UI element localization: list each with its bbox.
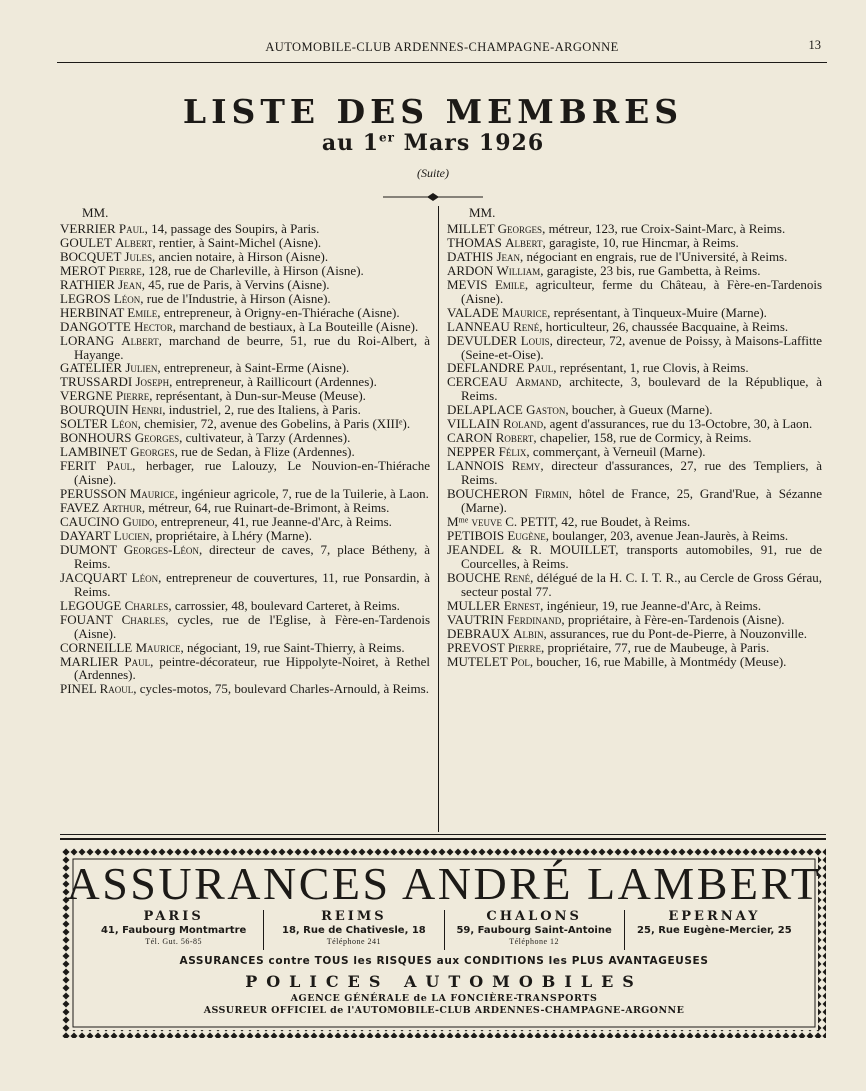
- member-surname: VERRIER: [60, 220, 116, 236]
- member-entry: [60, 417, 430, 431]
- column-divider: [438, 206, 439, 832]
- page-number: 13: [808, 38, 821, 52]
- member-entry: [60, 375, 430, 389]
- member-details: , métreur, 123, rue Croix-Saint-Marc, à Reims.: [542, 220, 786, 236]
- member-surname: MILLET: [447, 220, 495, 236]
- member-details: , rue de l'Industrie, à Hirson (Aisne).: [140, 290, 331, 306]
- member-firstname: Félix: [498, 444, 527, 460]
- member-firstname: Charles: [124, 597, 169, 613]
- member-entry: [447, 529, 822, 543]
- member-entry: [60, 361, 430, 375]
- member-surname: MEROT: [60, 262, 106, 278]
- running-header: [57, 38, 827, 63]
- member-details: , garagiste, 23 bis, rue Gambetta, à Reims.: [540, 262, 761, 278]
- ad-offices: [84, 910, 804, 950]
- member-details: , ingénieur agricole, 7, rue de la Tuilerie, à Laon.: [174, 486, 429, 502]
- member-details: , hôtel de France, 25, Grand'Rue, à Sézanne (Marne).: [461, 486, 822, 516]
- member-details: , carrossier, 48, boulevard Carteret, à Reims.: [168, 597, 400, 613]
- member-details: , entrepreneur, à Origny-en-Thiérache (Aisne).: [157, 304, 400, 320]
- rule-thin: [60, 834, 826, 835]
- member-details: , agriculteur, ferme du Château, à Fère-en-Tardenois (Aisne).: [461, 276, 823, 306]
- member-entry: [447, 627, 822, 641]
- member-details: , négociant, 19, rue Saint-Thierry, à Reims.: [180, 639, 405, 655]
- member-surname: LANNOIS: [447, 458, 505, 474]
- member-list-left: [60, 206, 430, 696]
- member-surname: CORNEILLE: [60, 639, 133, 655]
- member-details: , herbager, rue Lalouzy, Le Nouvion-en-Thiérache (Aisne).: [74, 458, 431, 488]
- member-details: , directeur d'assurances, 27, rue des Templiers, à Reims.: [461, 458, 822, 488]
- office-address: 18, Rue de Chativesle, 18: [281, 925, 426, 936]
- member-surname: NEPPER: [447, 444, 496, 460]
- member-firstname: Jean: [118, 276, 142, 292]
- member-firstname: Maurice: [135, 639, 181, 655]
- member-firstname: Pierre: [507, 639, 542, 655]
- member-surname: DELAPLACE: [447, 402, 523, 418]
- member-details: , négociant en engrais, rue de l'Université, à Reims.: [520, 248, 788, 264]
- member-firstname: Henri: [131, 402, 163, 418]
- member-entry: [447, 487, 822, 515]
- member-details: , commerçant, à Verneuil (Marne).: [526, 444, 706, 460]
- member-entry: [447, 320, 822, 334]
- member-firstname: Emile: [127, 304, 158, 320]
- member-details: , peintre-décorateur, rue Hippolyte-Noiret, à Rethel (Ardennes).: [74, 653, 430, 683]
- member-details: , représentant, à Tinqueux-Muire (Marne).: [547, 304, 767, 320]
- member-details: , garagiste, 10, rue Hincmar, à Reims.: [542, 234, 739, 250]
- member-surname: FAVEZ: [60, 500, 100, 516]
- member-details: , entrepreneur, 41, rue Jeanne-d'Arc, à Reims.: [154, 513, 392, 529]
- member-firstname: Paul: [527, 360, 554, 376]
- member-surname: Mᵐᵉ: [447, 513, 469, 529]
- member-entry: [60, 222, 430, 236]
- subtitle-suffix: Mars 1926: [395, 130, 545, 156]
- member-firstname: Pierre: [108, 262, 142, 278]
- member-entry: [447, 431, 822, 445]
- member-entry: [60, 613, 430, 641]
- page-subtitle: [0, 130, 866, 156]
- member-firstname: Remy: [511, 458, 541, 474]
- member-firstname: René: [513, 318, 540, 334]
- member-entry: [60, 431, 430, 445]
- member-firstname: Albert: [121, 332, 159, 348]
- office-tel: Téléphone 241: [326, 937, 381, 946]
- member-details: , ingénieur, 19, rue Jeanne-d'Arc, à Reims.: [540, 597, 762, 613]
- member-details: , entrepreneur, à Saint-Erme (Aisne).: [157, 360, 350, 376]
- member-entry: [60, 515, 430, 529]
- member-details: , propriétaire, 77, rue de Maubeuge, à Paris.: [541, 639, 770, 655]
- mm-label: MM.: [82, 205, 109, 220]
- member-details: , marchand de bestiaux, à La Bouteille (Aisne).: [172, 318, 419, 334]
- member-details: , rentier, à Saint-Michel (Aisne).: [152, 234, 322, 250]
- member-details: , directeur, 72, avenue de Poissy, à Maisons-Laffitte (Seine-et-Oise).: [461, 332, 823, 362]
- office-epernay: [624, 910, 804, 950]
- member-details: , architecte, 3, boulevard de la République, à Reims.: [461, 374, 823, 404]
- member-firstname: Gaston: [526, 402, 566, 418]
- member-entry: [447, 641, 822, 655]
- office-reims: [263, 910, 443, 950]
- member-firstname: Ferdinand: [507, 611, 562, 627]
- member-entry: [60, 571, 430, 599]
- member-entry: [447, 306, 822, 320]
- member-entry: [447, 250, 822, 264]
- member-entry: [60, 599, 430, 613]
- member-entry: [60, 292, 430, 306]
- member-entry: [447, 445, 822, 459]
- member-firstname: Paul: [106, 458, 133, 474]
- member-surname: BONHOURS: [60, 430, 132, 446]
- member-surname: LEGOUGE: [60, 597, 122, 613]
- member-surname: DAYART: [60, 527, 111, 543]
- member-entry: [60, 529, 430, 543]
- suite-label: (Suite): [417, 166, 449, 180]
- member-firstname: Pierre: [115, 388, 150, 404]
- member-details: , rue de Sedan, à Flize (Ardennes).: [174, 444, 355, 460]
- member-firstname: Armand: [515, 374, 559, 390]
- office-tel: Téléphone 12: [509, 937, 559, 946]
- member-surname: BOUCHE: [447, 569, 501, 585]
- member-surname: CAUCINO: [60, 513, 120, 529]
- running-header-title: AUTOMOBILE-CLUB ARDENNES-CHAMPAGNE-ARGONNE: [265, 40, 619, 54]
- member-surname: DEFLANDRE: [447, 360, 525, 376]
- member-details: , industriel, 2, rue des Italiens, à Paris.: [162, 402, 361, 418]
- member-surname: RATHIER: [60, 276, 115, 292]
- member-entry: [60, 250, 430, 264]
- member-entry: [447, 403, 822, 417]
- member-firstname: Arthur: [102, 500, 142, 516]
- member-surname: MULLER: [447, 597, 501, 613]
- member-surname: VALADE: [447, 304, 499, 320]
- member-entry: [60, 334, 430, 362]
- member-firstname: René: [503, 569, 531, 585]
- member-details: , chapelier, 158, rue de Cormicy, à Reims.: [533, 430, 752, 446]
- member-entry: [447, 571, 822, 599]
- member-firstname: Joseph: [135, 374, 170, 390]
- member-surname: DEBRAUX: [447, 625, 510, 641]
- page-title: LISTE DES MEMBRES: [182, 92, 684, 131]
- office-city: EPERNAY: [668, 909, 761, 924]
- member-firstname: Jean: [496, 248, 521, 264]
- member-surname: TRUSSARDI: [60, 374, 133, 390]
- member-firstname: Pol: [510, 653, 530, 669]
- member-details: , directeur de caves, 7, place Bétheny, à Reims.: [74, 541, 430, 571]
- member-firstname: Guido: [122, 513, 155, 529]
- member-details: , assurances, rue du Pont-de-Pierre, à Nouzonville.: [543, 625, 808, 641]
- member-entry: [447, 459, 822, 487]
- member-surname: MUTELET: [447, 653, 508, 669]
- member-firstname: Julien: [125, 360, 158, 376]
- member-surname: MEVIS: [447, 276, 488, 292]
- member-entry: [447, 599, 822, 613]
- member-details: , entrepreneur, à Raillicourt (Ardennes).: [169, 374, 377, 390]
- office-chalons: [444, 910, 624, 950]
- office-address: 59, Faubourg Saint-Antoine: [456, 925, 612, 936]
- member-surname: VERGNE: [60, 388, 113, 404]
- member-details: , entrepreneur de couvertures, 11, rue Ponsardin, à Reims.: [74, 569, 430, 599]
- member-surname: LAMBINET: [60, 444, 127, 460]
- member-surname: PERUSSON: [60, 486, 127, 502]
- member-surname: JEANDEL & R. MOUILLET: [447, 541, 616, 557]
- ad-agency: AGENCE GÉNÉRALE de LA FONCIÈRE-TRANSPORTS: [290, 993, 598, 1004]
- member-entry: [60, 445, 430, 459]
- office-city: CHALONS: [486, 909, 582, 924]
- office-address: 41, Faubourg Montmartre: [100, 925, 247, 936]
- member-surname: DEVULDER: [447, 332, 518, 348]
- office-tel: Tél. Gut. 56-85: [145, 937, 203, 946]
- member-entry: [447, 361, 822, 375]
- member-surname: ARDON: [447, 262, 494, 278]
- member-entry: [447, 334, 822, 362]
- member-surname: HERBINAT: [60, 304, 125, 320]
- member-entry: [447, 264, 822, 278]
- member-entry: [60, 501, 430, 515]
- member-firstname: Lucien: [113, 527, 150, 543]
- member-firstname: Roland: [502, 416, 544, 432]
- member-surname: DATHIS: [447, 248, 494, 264]
- member-details: , boucher, à Gueux (Marne).: [565, 402, 713, 418]
- member-entry: [60, 236, 430, 250]
- member-firstname: Léon: [113, 290, 141, 306]
- member-details: , 14, passage des Soupirs, à Paris.: [144, 220, 320, 236]
- member-firstname: Maurice: [502, 304, 548, 320]
- member-surname: GOULET: [60, 234, 112, 250]
- member-surname: VAUTRIN: [447, 611, 504, 627]
- office-city: PARIS: [143, 909, 204, 924]
- member-firstname: Paul: [118, 220, 145, 236]
- member-details: , métreur, 64, rue Ruinart-de-Brimont, à Reims.: [141, 500, 390, 516]
- member-firstname: Maurice: [129, 486, 175, 502]
- member-entry: [447, 417, 822, 431]
- member-surname: JACQUART: [60, 569, 127, 585]
- member-entry: [447, 236, 822, 250]
- member-details: C. PETIT, 42, rue Boudet, à Reims.: [502, 513, 691, 529]
- member-firstname: Robert: [495, 430, 534, 446]
- member-surname: THOMAS: [447, 234, 502, 250]
- member-surname: BOURQUIN: [60, 402, 129, 418]
- member-details: , boulanger, 203, avenue Jean-Jaurès, à Reims.: [545, 527, 789, 543]
- member-entry: [447, 613, 822, 627]
- member-surname: FERIT: [60, 458, 96, 474]
- member-firstname: Léon: [131, 569, 159, 585]
- subtitle-prefix: au 1: [321, 130, 380, 156]
- member-entry: [447, 222, 822, 236]
- subtitle-sup: er: [379, 130, 396, 145]
- member-surname: SOLTER: [60, 416, 108, 432]
- member-surname: VILLAIN: [447, 416, 500, 432]
- member-entry: [60, 264, 430, 278]
- member-firstname: Eugène: [507, 527, 546, 543]
- member-details: , transports automobiles, 91, rue de Courcelles, à Reims.: [461, 541, 822, 571]
- member-details: , délégué de la H. C. I. T. R., au Cercle de Gross Gérau, secteur postal 77.: [461, 569, 822, 599]
- member-surname: BOCQUET: [60, 248, 122, 264]
- member-entry: [60, 655, 430, 683]
- member-firstname: Ernest: [503, 597, 541, 613]
- member-entry: [447, 278, 822, 306]
- member-firstname: Raoul: [99, 681, 134, 697]
- office-address: 25, Rue Eugène-Mercier, 25: [637, 925, 792, 936]
- advertisement: [62, 848, 826, 1038]
- member-firstname: Albert: [505, 234, 543, 250]
- member-surname: LEGROS: [60, 290, 111, 306]
- office-paris: [84, 910, 263, 950]
- member-details: , horticulteur, 26, chaussée Bacquaine, à Reims.: [539, 318, 789, 334]
- ad-tagline: ASSURANCES contre TOUS les RISQUES aux CONDITIONS les PLUS AVANTAGEUSES: [179, 955, 709, 967]
- member-firstname: Hector: [134, 318, 173, 334]
- member-list-right: [447, 206, 822, 668]
- member-surname: BOUCHERON: [447, 486, 528, 502]
- member-details: , cycles, rue de l'Eglise, à Fère-en-Tardenois (Aisne).: [74, 611, 431, 641]
- member-entry: [60, 682, 430, 696]
- member-firstname: Albert: [115, 234, 153, 250]
- member-details: , cycles-motos, 75, boulevard Charles-Arnould, à Reims.: [133, 681, 429, 697]
- member-surname: LANNEAU: [447, 318, 510, 334]
- member-surname: PINEL: [60, 681, 97, 697]
- member-entry: [60, 641, 430, 655]
- member-surname: CARON: [447, 430, 493, 446]
- member-firstname: Georges: [130, 444, 175, 460]
- member-entry: [60, 459, 430, 487]
- member-details: , boucher, 16, rue Mabille, à Montmédy (Meuse).: [529, 653, 787, 669]
- member-entry: [60, 320, 430, 334]
- rule-thick: [60, 838, 826, 840]
- member-surname: CERCEAU: [447, 374, 508, 390]
- member-entry: [447, 543, 822, 571]
- member-surname: DANGOTTE: [60, 318, 131, 334]
- member-details: , chemisier, 72, avenue des Gobelins, à Paris (XIIIᵉ).: [137, 416, 411, 432]
- member-firstname: Jules: [124, 248, 152, 264]
- member-entry: [60, 487, 430, 501]
- member-entry: [447, 375, 822, 403]
- member-entry: [60, 389, 430, 403]
- member-firstname: Paul: [124, 653, 151, 669]
- member-entry: [60, 278, 430, 292]
- member-entry: [60, 403, 430, 417]
- member-firstname: Firmin: [534, 486, 569, 502]
- member-firstname: Georges-Léon: [123, 541, 199, 557]
- mm-label: MM.: [469, 205, 496, 220]
- ad-polices: POLICES AUTOMOBILES: [245, 972, 643, 991]
- member-details: , cultivateur, à Tarzy (Ardennes).: [179, 430, 351, 446]
- member-firstname: William: [496, 262, 541, 278]
- member-entry: [60, 543, 430, 571]
- member-details: , représentant, à Dun-sur-Meuse (Meuse).: [149, 388, 366, 404]
- member-surname: MARLIER: [60, 653, 119, 669]
- member-entry: [447, 515, 822, 529]
- member-details: , 45, rue de Paris, à Vervins (Aisne).: [141, 276, 330, 292]
- ornament-divider: [383, 193, 483, 201]
- member-firstname: Georges: [497, 220, 543, 236]
- member-surname: PREVOST: [447, 639, 505, 655]
- member-firstname: Louis: [520, 332, 550, 348]
- ad-company-name: ASSURANCES ANDRÉ LAMBERT: [66, 858, 822, 909]
- member-firstname: Léon: [111, 416, 138, 432]
- member-surname: DUMONT: [60, 541, 117, 557]
- member-details: , 128, rue de Charleville, à Hirson (Aisne).: [141, 262, 364, 278]
- member-firstname: Albin: [513, 625, 544, 641]
- member-firstname: Emile: [494, 276, 525, 292]
- member-surname: FOUANT: [60, 611, 113, 627]
- office-city: REIMS: [321, 909, 387, 924]
- member-details: , ancien notaire, à Hirson (Aisne).: [151, 248, 329, 264]
- member-firstname: veuve: [471, 513, 502, 529]
- member-surname: PETIBOIS: [447, 527, 505, 543]
- member-firstname: Georges: [134, 430, 180, 446]
- member-details: , propriétaire, à Lhéry (Marne).: [149, 527, 312, 543]
- member-details: , agent d'assurances, rue du 13-Octobre, 30, à Laon.: [543, 416, 813, 432]
- member-firstname: Charles: [121, 611, 166, 627]
- member-entry: [447, 655, 822, 669]
- member-details: , propriétaire, à Fère-en-Tardenois (Aisne).: [561, 611, 785, 627]
- member-details: , représentant, 1, rue Clovis, à Reims.: [553, 360, 749, 376]
- member-surname: GATELIER: [60, 360, 123, 376]
- member-surname: LORANG: [60, 332, 115, 348]
- member-details: , marchand de beurre, 51, rue du Roi-Albert, à Hayange.: [74, 332, 430, 362]
- member-entry: [60, 306, 430, 320]
- ad-official: ASSUREUR OFFICIEL de l'AUTOMOBILE-CLUB ARDENNES-CHAMPAGNE-ARGONNE: [203, 1005, 685, 1016]
